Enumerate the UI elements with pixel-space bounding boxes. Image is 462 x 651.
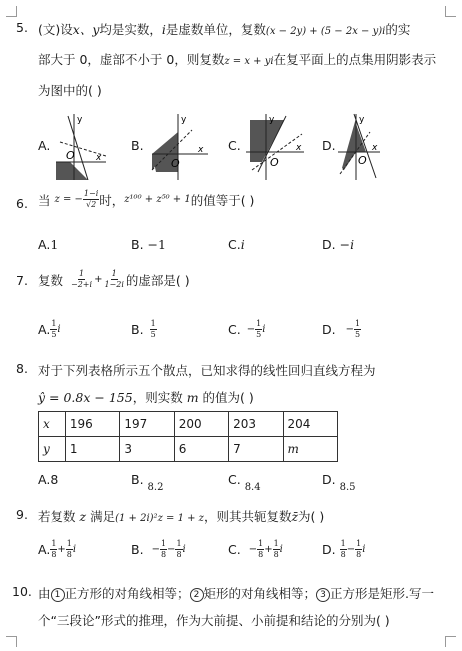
option-c: C.i [228, 237, 245, 252]
question-number: 5. [16, 20, 28, 35]
origin-label: O [171, 157, 180, 170]
question-text: 为图中的( ) [38, 83, 102, 98]
question-text: 复数 $\frac{1}{-2+i}$ + $\frac{1}{1-2i}$ 的虚部是( ) [38, 269, 190, 289]
graph-option-d [336, 112, 382, 180]
option-label: C. [228, 138, 241, 153]
fraction: $\frac{1}{5}$ [51, 319, 57, 339]
table-row: y 1 3 6 7 m [39, 437, 338, 462]
question-text: ŷ = 0.8x − 155，则实数 m 的值为( ) [38, 390, 254, 405]
option-b: B. −1 [131, 237, 166, 252]
option-d: D. − $\frac{1}{5}$ [322, 319, 361, 339]
question-number: 7. [16, 273, 28, 288]
question-text: 部大于 0，虚部不小于 0，则复数z = x + yi在复平面上的点集用阴影表示 [38, 52, 437, 67]
y-label: y [181, 115, 187, 125]
graph-option-b [150, 112, 210, 180]
graph-option-c [244, 112, 306, 180]
corner-mark [445, 636, 456, 647]
fraction: $\frac{1}{5}$ [150, 319, 156, 339]
question-number: 10. [12, 584, 32, 599]
option-label: D. [322, 138, 336, 153]
data-table [38, 411, 338, 462]
option-d: D. $_{8.5}$ [322, 472, 356, 493]
fraction: $\frac{1}{8}$ [160, 539, 167, 559]
origin-label: O [270, 156, 279, 169]
option-a: A. $\frac{1}{8}$ + $\frac{1}{8}$ i [38, 539, 77, 559]
fraction: $\frac{1-i}{√2}$ [83, 189, 99, 209]
option-d: D. −i [322, 237, 355, 252]
question-text: 若复数 z 满足(1 + 2i)²z = 1 + z，则其共轭复数z̄为( ) [38, 509, 325, 524]
option-label: B. [131, 138, 144, 153]
fraction: $\frac{1}{8}$ [273, 539, 279, 559]
fraction: $\frac{1}{8}$ [356, 539, 362, 559]
circled-number: 2 [190, 588, 204, 602]
question-number: 6. [16, 196, 28, 211]
fraction: $\frac{1}{5}$ [355, 319, 361, 339]
question-text: (文)设x、y均是实数，i是虚数单位，复数(x − 2y) + (5 − 2x − y)i的实 [38, 22, 411, 37]
table-row: x 196 197 200 203 204 [39, 412, 338, 437]
x-label: x [372, 143, 378, 153]
y-label: y [359, 115, 365, 125]
fraction: $\frac{1}{8}$ [340, 539, 346, 559]
corner-mark [445, 6, 456, 17]
x-label: x [296, 143, 302, 153]
circled-number: 1 [51, 588, 65, 602]
option-a: A. $\frac{1}{5}$ i [38, 319, 61, 339]
origin-label: O [358, 154, 367, 167]
question-number: 9. [16, 507, 28, 522]
question-number: 8. [16, 361, 28, 376]
graph-option-a [54, 112, 109, 180]
origin-label: O [66, 149, 75, 162]
option-a: A.8 [38, 472, 59, 487]
option-a: A.1 [38, 237, 59, 252]
option-b: B. $\frac{1}{5}$ [131, 319, 156, 339]
x-label: x [96, 153, 102, 163]
question-text: 当 z = − $\frac{1-i}{√2}$ 时， z¹⁰⁰ + z⁵⁰ + 1 的值等于( ) [38, 189, 255, 209]
fraction: $\frac{1}{8}$ [258, 539, 264, 559]
y-label: y [77, 115, 83, 125]
fraction: $\frac{1}{1-2i}$ [104, 269, 124, 289]
option-c: C. $_{8.4}$ [228, 472, 261, 493]
y-label: y [269, 115, 275, 125]
shaded-region [356, 124, 366, 152]
question-text: 对于下列表格所示五个散点，已知求得的线性回归直线方程为 [38, 363, 376, 378]
option-c: C. − $\frac{1}{5}$ i [228, 319, 266, 339]
corner-mark [6, 6, 17, 17]
circled-number: 3 [316, 588, 330, 602]
fraction: $\frac{1}{-2+i}$ [71, 269, 93, 289]
shaded-region [250, 120, 284, 162]
option-b: B. − $\frac{1}{8}$ − $\frac{1}{8}$ i [131, 539, 186, 559]
corner-mark [6, 636, 17, 647]
option-b: B. $_{8.2}$ [131, 472, 164, 493]
fraction: $\frac{1}{5}$ [256, 319, 262, 339]
option-d: D. $\frac{1}{8}$ − $\frac{1}{8}$ i [322, 539, 366, 559]
fraction: $\frac{1}{8}$ [51, 539, 57, 559]
option-c: C. − $\frac{1}{8}$ + $\frac{1}{8}$ i [228, 539, 283, 559]
shaded-region [342, 118, 356, 170]
option-label: A. [38, 138, 51, 153]
question-text: 由 1 正方形的对角线相等； 2 矩形的对角线相等； 3 正方形是矩形.写一 [38, 586, 435, 601]
fraction: $\frac{1}{8}$ [66, 539, 72, 559]
fraction: $\frac{1}{8}$ [176, 539, 182, 559]
question-text: 个“三段论”形式的推理，作为大前提、小前提和结论的分别为( ) [38, 613, 390, 628]
x-label: x [198, 145, 204, 155]
